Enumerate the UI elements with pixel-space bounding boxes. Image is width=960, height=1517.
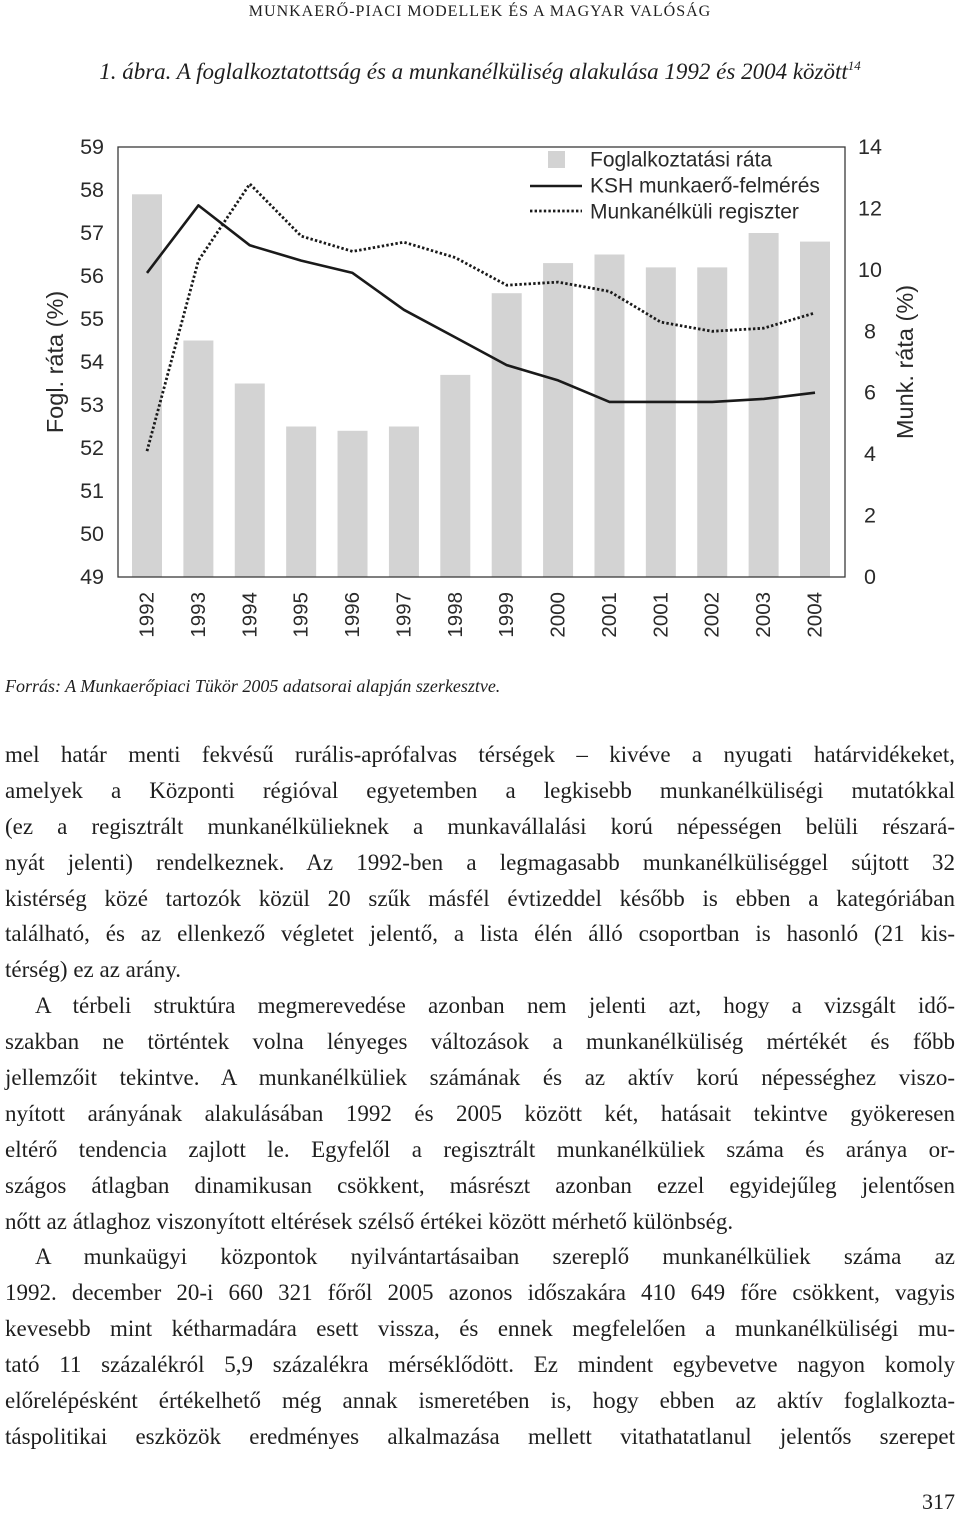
y-axis-tick-label: 57 <box>80 221 104 245</box>
text-line: mel határ menti fekvésű rurális-aprófalvas térségek – kivéve a nyugati határvidékeket, <box>5 742 955 767</box>
y-axis-tick-label: 55 <box>80 307 104 331</box>
chart <box>0 120 960 660</box>
y2-axis-title: Munk. ráta (%) <box>892 284 918 440</box>
y2-axis-tick-label: 14 <box>858 135 882 159</box>
employment-rate-bar <box>338 431 368 577</box>
y-axis-tick-label: 53 <box>80 393 104 417</box>
employment-rate-bar <box>543 263 573 577</box>
text-line: jellemzőit tekintve. A munkanélküliek számának és az aktív korú népességhez viszo- <box>5 1065 955 1091</box>
x-axis-tick-label: 1996 <box>341 591 364 638</box>
legend-item-employment-rate <box>548 149 772 172</box>
text-line: szágos átlagban dinamikusan csökkent, másrészt azonban ezzel egyidejűleg jelentősen <box>5 1172 955 1198</box>
body-paragraph <box>5 988 955 1239</box>
legend-item-ksh-survey <box>530 175 820 198</box>
body-paragraph <box>5 1239 955 1454</box>
employment-rate-bar <box>697 267 727 577</box>
text-line: térség) ez az arány. <box>5 957 181 983</box>
y-axis-tick-label: 51 <box>80 479 104 503</box>
employment-rate-bar <box>800 242 830 577</box>
x-axis-tick-label: 2003 <box>752 591 776 638</box>
employment-rate-bar <box>132 194 162 577</box>
x-axis-tick-label: 1993 <box>186 592 210 638</box>
y-axis-tick-label: 56 <box>80 264 104 288</box>
body-paragraph <box>5 737 955 988</box>
text-line: amelyek a Központi régióval egyetemben a legkisebb munkanélküliségi mutatókkal <box>5 777 955 803</box>
x-axis-tick-label: 1997 <box>392 591 416 638</box>
employment-rate-bar <box>594 255 624 578</box>
y2-axis-tick-label: 0 <box>864 565 876 589</box>
x-axis-tick-label: 2004 <box>803 592 827 638</box>
figure-label: 1. ábra. <box>99 59 172 84</box>
y2-axis-tick-label: 2 <box>864 503 876 528</box>
y-axis-tick-label: 58 <box>80 178 104 202</box>
employment-rate-bar <box>492 293 522 577</box>
legend <box>530 149 820 224</box>
x-axis-tick-label: 2002 <box>700 591 724 638</box>
x-axis-tick-label: 2001 <box>598 592 621 638</box>
legend-label: KSH munkaerő-felmérés <box>590 174 820 198</box>
figure-caption <box>0 58 960 86</box>
x-axis-tick-label: 1998 <box>443 591 467 638</box>
text-line: tató 11 százalékról 5,9 százalékra mérséklődött. Ez mindent egybevetve nagyon komoly <box>5 1352 955 1378</box>
employment-rate-bar <box>286 427 316 578</box>
bars-layer <box>132 194 830 577</box>
text-line: 1992. december 20-i 660 321 főről 2005 azonos időszakára 410 649 főre csökkent, vagyis <box>5 1280 955 1306</box>
y-axis-tick-label: 52 <box>80 436 104 460</box>
x-axis-tick-label: 1992 <box>135 592 159 638</box>
body-text <box>5 737 955 1455</box>
employment-rate-bar <box>235 384 265 578</box>
legend-item-registered-unemployment <box>530 201 799 224</box>
y2-axis-tick-label: 4 <box>864 442 876 467</box>
text-line: A térbeli struktúra megmerevedése azonban nem jelenti azt, hogy a vizsgált idő- <box>35 993 955 1019</box>
text-line: kevesebb mint kétharmadára esett vissza, és ennek megfelelően a munkanélküliségi mu- <box>5 1316 955 1342</box>
text-line: (ez a regisztrált munkanélkülieknek a munkavállalási korú népességen belüli részará- <box>5 813 955 839</box>
legend-label: Munkanélküli regiszter <box>590 200 799 224</box>
running-header: MUNKAERŐ-PIACI MODELLEK ÉS A MAGYAR VALÓSÁG <box>248 3 712 20</box>
text-line: eltérő tendencia zajlott le. Egyfelől a regisztrált munkanélküliek száma és aránya or- <box>5 1136 955 1162</box>
text-line: kistérség közé tartozók közül 20 szűk másfél évtizeddel később is ebben a kategóriában <box>5 885 955 911</box>
employment-rate-bar <box>183 341 213 578</box>
x-axis-tick-label: 2000 <box>546 592 570 638</box>
employment-rate-bar <box>440 375 470 577</box>
employment-rate-bar <box>646 267 676 577</box>
y-axis-tick-label: 54 <box>80 350 104 374</box>
text-line: nőtt az átlaghoz viszonyított eltérések szélső értékei között mérhető különbség. <box>5 1208 734 1234</box>
y-axis-tick-label: 50 <box>80 522 104 546</box>
y2-axis-tick-label: 6 <box>864 380 876 405</box>
text-line: található, és az ellenkező végletet jelentő, a lista élén álló csoportban is hasonló (21 kis- <box>5 921 955 947</box>
y2-axis-tick-label: 8 <box>864 319 876 344</box>
footnote-reference: 14 <box>847 58 861 73</box>
y-axis-tick-label: 59 <box>80 135 104 159</box>
y-axis-tick-label: 49 <box>80 565 104 589</box>
text-line: táspolitikai eszközök eredményes alkalmazása mellett vitathatatlanul jelentős szerepet <box>5 1423 955 1449</box>
text-line: nyát jelenti) rendelkeznek. Az 1992-ben a legmagasabb munkanélküliséggel sújtott 32 <box>5 849 955 875</box>
employment-rate-bar <box>749 233 779 577</box>
y2-axis-tick-label: 12 <box>858 196 882 221</box>
y2-axis-tick-label: 10 <box>858 257 882 282</box>
legend-label: Foglalkoztatási ráta <box>590 148 773 172</box>
y-axis-title: Fogl. ráta (%) <box>42 290 68 434</box>
x-axis-tick-label: 2001 <box>649 591 673 638</box>
employment-rate-bar <box>389 427 419 578</box>
x-axis-tick-label: 1995 <box>289 592 313 638</box>
x-axis-tick-label: 1999 <box>495 592 519 638</box>
page-number: 317 <box>922 1489 955 1514</box>
x-axis-tick-label: 1994 <box>238 592 262 638</box>
figure-title: A foglalkoztatottság és a munkanélküliség alakulása 1992 és 2004 között <box>176 59 848 84</box>
text-line: nyított arányának alakulásában 1992 és 2005 között két, hatásait tekintve gyökeresen <box>5 1100 955 1126</box>
figure-source-note: Forrás: A Munkaerőpiaci Tükör 2005 adatsorai alapján szerkesztve. <box>5 676 501 696</box>
text-line: előrelépésként értékelhető még annak ismeretében is, hogy ebben az aktív foglalkozta- <box>5 1388 955 1414</box>
text-line: szakban ne történtek volna lényeges változások a munkanélküliség mértékét és főbb <box>5 1029 955 1055</box>
text-line: A munkaügyi központok nyilvántartásaiban szereplő munkanélküliek száma az <box>35 1244 955 1270</box>
legend-bar-swatch <box>548 151 565 168</box>
